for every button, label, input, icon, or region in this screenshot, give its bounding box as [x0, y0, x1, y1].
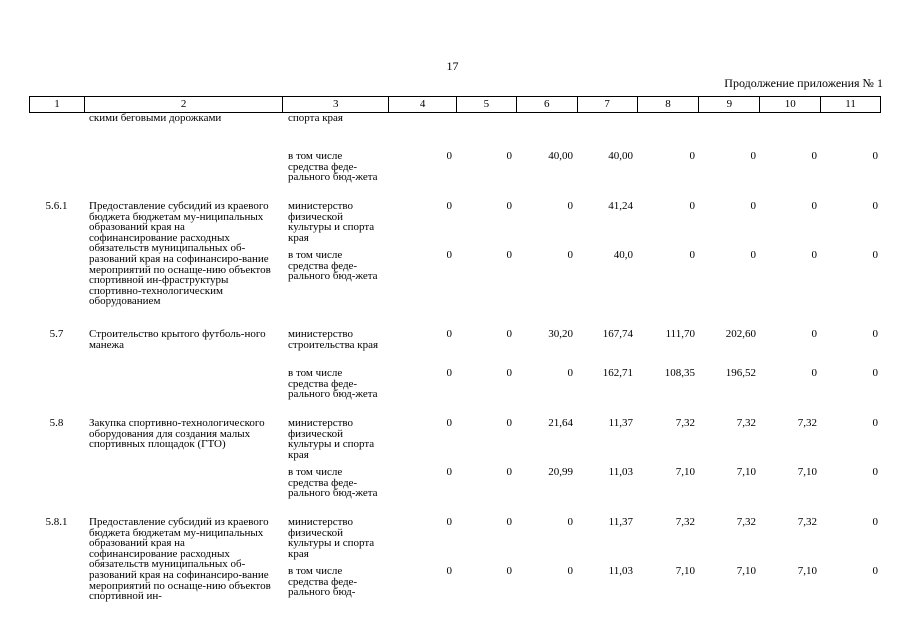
row-number: 5.8.1	[45, 516, 68, 528]
header-col-10: 10	[760, 97, 821, 112]
table-header-row	[29, 96, 881, 113]
value-col-5: 0	[506, 328, 512, 340]
value-col-8: 7,10	[675, 466, 695, 478]
value-col-6: 0	[567, 565, 573, 577]
value-col-9: 0	[750, 150, 756, 162]
value-col-9: 7,32	[736, 516, 756, 528]
value-col-10: 7,32	[797, 516, 817, 528]
row-title: Закупка спортивно-технологического оборудования для создания малых спортивных площадок (ГТО)	[89, 417, 265, 451]
value-col-7: 167,74	[602, 328, 633, 340]
value-col-7: 40,00	[608, 150, 633, 162]
row-executor: в том числе средства феде-рального бюд-	[288, 565, 358, 599]
value-col-9: 7,10	[736, 565, 756, 577]
value-col-11: 0	[872, 249, 878, 261]
value-col-5: 0	[506, 466, 512, 478]
value-col-6: 40,00	[548, 150, 573, 162]
value-col-7: 11,03	[608, 466, 633, 478]
value-col-8: 7,10	[675, 565, 695, 577]
value-col-8: 7,32	[675, 516, 695, 528]
value-col-9: 202,60	[725, 328, 756, 340]
value-col-7: 11,37	[608, 516, 633, 528]
value-col-6: 0	[567, 367, 573, 379]
value-col-7: 11,37	[608, 417, 633, 429]
row-executor: в том числе средства феде-рального бюд-жета	[288, 466, 378, 500]
row-executor: спорта края	[288, 112, 343, 124]
appendix-continuation-label: Продолжение приложения № 1	[724, 76, 883, 90]
value-col-7: 41,24	[608, 200, 633, 212]
value-col-8: 111,70	[665, 328, 695, 340]
value-col-8: 0	[689, 150, 695, 162]
value-col-10: 0	[811, 249, 817, 261]
header-col-2: 2	[85, 97, 284, 112]
header-col-4: 4	[389, 97, 457, 112]
header-col-8: 8	[638, 97, 700, 112]
value-col-7: 40,0	[613, 249, 633, 261]
row-executor: министерство физической культуры и спорта края	[288, 417, 375, 461]
value-col-4: 0	[446, 328, 452, 340]
value-col-4: 0	[446, 249, 452, 261]
value-col-4: 0	[446, 516, 452, 528]
value-col-6: 20,99	[548, 466, 573, 478]
row-number: 5.7	[49, 328, 64, 340]
value-col-11: 0	[872, 328, 878, 340]
value-col-8: 108,35	[664, 367, 695, 379]
value-col-6: 0	[567, 516, 573, 528]
value-col-11: 0	[872, 466, 878, 478]
row-executor: в том числе средства феде-рального бюд-жета	[288, 249, 378, 283]
value-col-5: 0	[506, 516, 512, 528]
value-col-9: 7,32	[736, 417, 756, 429]
header-col-5: 5	[457, 97, 517, 112]
value-col-10: 7,10	[797, 466, 817, 478]
value-col-5: 0	[506, 565, 512, 577]
header-col-11: 11	[845, 98, 856, 110]
value-col-4: 0	[446, 200, 452, 212]
value-col-10: 7,10	[797, 565, 817, 577]
value-col-9: 0	[750, 249, 756, 261]
row-executor: министерство строительства края	[288, 328, 379, 351]
row-number: 5.6.1	[45, 200, 68, 212]
value-col-6: 0	[567, 249, 573, 261]
value-col-7: 11,03	[608, 565, 633, 577]
value-col-11: 0	[872, 565, 878, 577]
value-col-5: 0	[506, 200, 512, 212]
value-col-8: 7,32	[675, 417, 695, 429]
value-col-11: 0	[872, 417, 878, 429]
header-col-7: 7	[578, 97, 638, 112]
value-col-9: 0	[750, 200, 756, 212]
value-col-11: 0	[872, 150, 878, 162]
value-col-9: 196,52	[725, 367, 756, 379]
value-col-4: 0	[446, 466, 452, 478]
value-col-4: 0	[446, 150, 452, 162]
value-col-10: 0	[811, 367, 817, 379]
header-col-9: 9	[699, 97, 760, 112]
header-col-6: 6	[517, 97, 578, 112]
value-col-10: 0	[811, 328, 817, 340]
row-title: Предоставление субсидий из краевого бюджета бюджетам му-ниципальных образований края на софинансирование расходных обязательств муниципальных об-разований края на софинансиро-вание мероприятий по оснаще-нию объектов спортивной ин-фраструктуры спортивно-технологическим оборудованием	[89, 200, 271, 308]
row-title: Строительство крытого футболь-ного манежа	[89, 328, 266, 351]
value-col-8: 0	[689, 200, 695, 212]
value-col-6: 30,20	[548, 328, 573, 340]
row-executor: в том числе средства феде-рального бюд-жета	[288, 150, 378, 184]
value-col-4: 0	[446, 367, 452, 379]
header-col-1: 1	[30, 97, 85, 112]
row-number: 5.8	[49, 417, 64, 429]
row-title: Предоставление субсидий из краевого бюджета бюджетам му-ниципальных образований края на софинансирование расходных обязательств муниципальных об-разований края на софинансиро-вание мероприятий по оснаще-нию объектов спортивной ин-	[89, 516, 271, 603]
value-col-11: 0	[872, 200, 878, 212]
value-col-6: 21,64	[548, 417, 573, 429]
row-title: скими беговыми дорожками	[89, 112, 222, 124]
row-executor: в том числе средства феде-рального бюд-жета	[288, 367, 378, 401]
value-col-11: 0	[872, 367, 878, 379]
value-col-4: 0	[446, 565, 452, 577]
row-executor: министерство физической культуры и спорта края	[288, 200, 375, 244]
page-number: 17	[446, 59, 459, 73]
value-col-8: 0	[689, 249, 695, 261]
value-col-5: 0	[506, 249, 512, 261]
value-col-7: 162,71	[602, 367, 633, 379]
value-col-10: 7,32	[797, 417, 817, 429]
value-col-5: 0	[506, 150, 512, 162]
value-col-6: 0	[567, 200, 573, 212]
value-col-11: 0	[872, 516, 878, 528]
value-col-10: 0	[811, 150, 817, 162]
header-col-3: 3	[283, 97, 389, 112]
value-col-10: 0	[811, 200, 817, 212]
value-col-5: 0	[506, 417, 512, 429]
value-col-5: 0	[506, 367, 512, 379]
value-col-4: 0	[446, 417, 452, 429]
row-executor: министерство физической культуры и спорта края	[288, 516, 375, 560]
value-col-9: 7,10	[736, 466, 756, 478]
